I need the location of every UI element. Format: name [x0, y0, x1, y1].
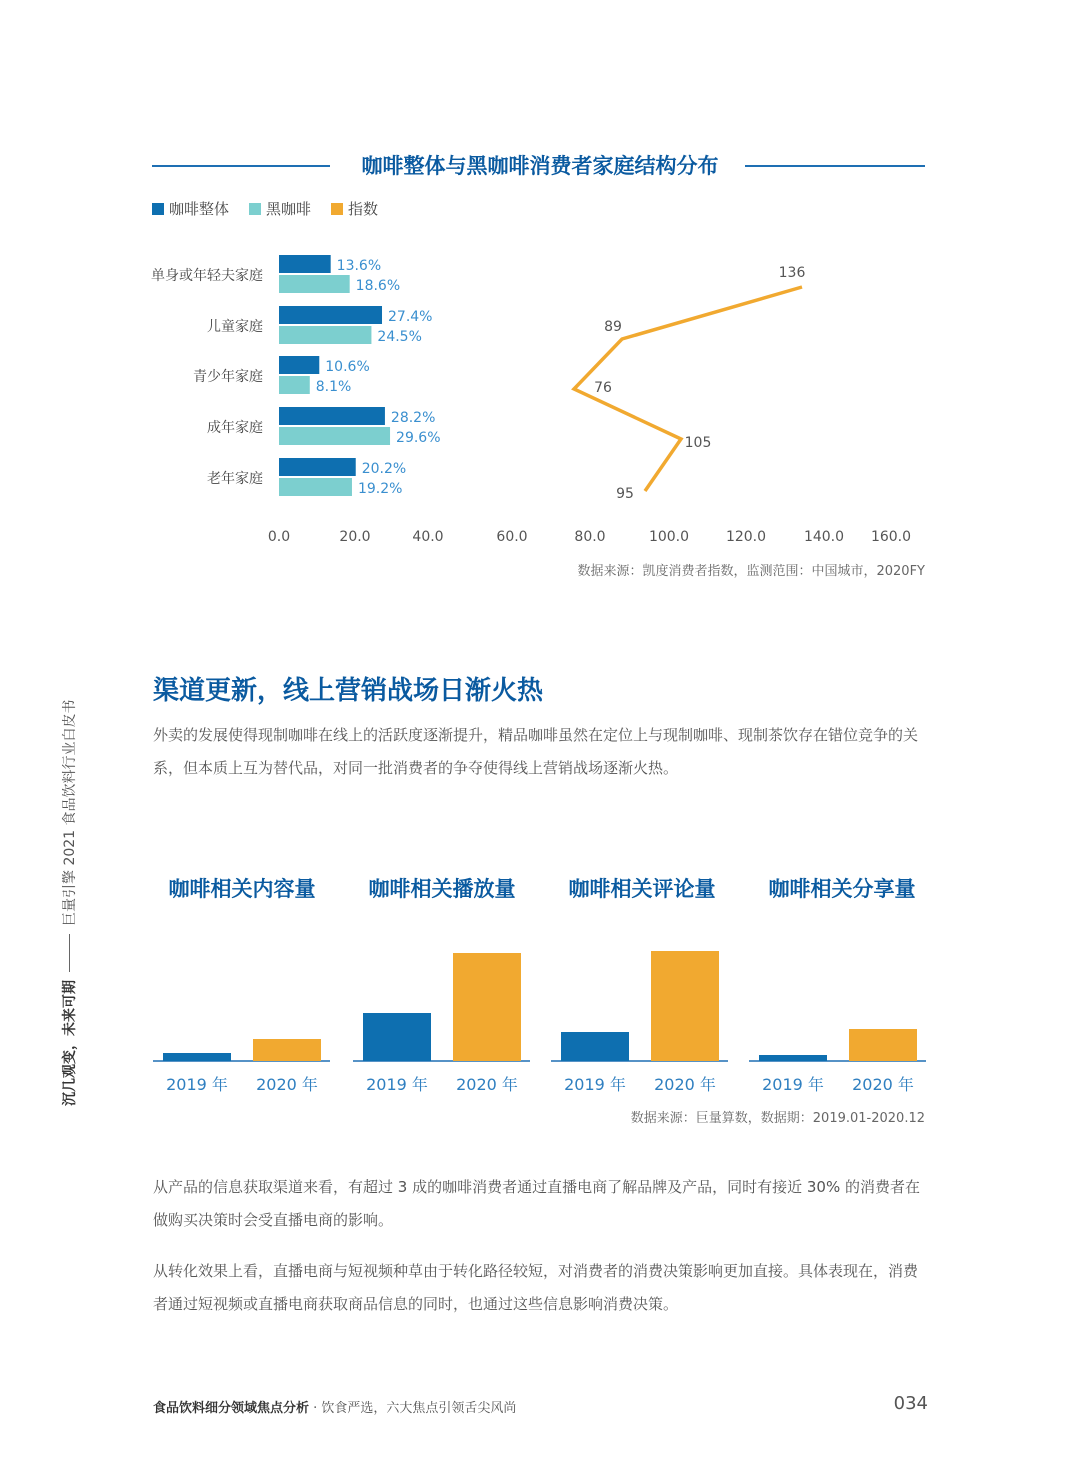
chart1-source: 数据来源：凯度消费者指数，监测范围：中国城市，2020FY: [577, 564, 925, 579]
coffee-metrics-chart: [0, 930, 1080, 1105]
footer-separator: ·: [309, 1401, 322, 1416]
sidebar-text: 巨量引擎 2021 食品饮料行业白皮书: [62, 699, 78, 926]
bar: [279, 255, 331, 273]
bar: [279, 376, 310, 394]
bar: [279, 407, 385, 425]
bar: [279, 275, 350, 293]
category-label: 青少年家庭: [193, 369, 263, 385]
footer-bold: 食品饮料细分领域焦点分析: [153, 1401, 310, 1416]
x-tick-label: 80.0: [574, 529, 606, 545]
index-value-label: 136: [778, 265, 806, 281]
year-label: 2019 年: [366, 1075, 428, 1094]
category-label: 成年家庭: [207, 420, 263, 436]
index-value-label: 89: [604, 319, 622, 335]
bar-value-label: 19.2%: [357, 481, 403, 497]
bar: [279, 478, 352, 496]
year-label: 2020 年: [852, 1075, 914, 1094]
legend-label: 咖啡整体: [169, 200, 230, 218]
category-label: 单身或年轻夫家庭: [151, 268, 263, 284]
category-label: 儿童家庭: [207, 319, 263, 335]
year-label: 2019 年: [762, 1075, 824, 1094]
section-title: 渠道更新，线上营销战场日渐火热: [153, 676, 544, 706]
section-paragraph-3: 从转化效果上看，直播电商与短视频种草由于转化路径较短，对消费者的消费决策影响更加直接。具体表现在，消费者通过短视频或直播电商获取商品信息的同时，也通过这些信息影响消费决策。: [153, 1262, 919, 1313]
x-tick-label: 140.0: [803, 529, 845, 545]
bar-value-label: 29.6%: [396, 430, 441, 446]
bar-value-label: 24.5%: [377, 329, 422, 345]
bar: [651, 951, 719, 1061]
bar-value-label: 13.6%: [336, 258, 382, 274]
x-tick-label: 60.0: [496, 529, 528, 545]
metric-title-plays: 咖啡相关播放量: [368, 877, 516, 901]
index-value-label: 95: [616, 486, 634, 502]
legend-label: 黑咖啡: [266, 200, 312, 218]
household-structure-chart: [0, 0, 1080, 560]
chart1-title: 咖啡整体与黑咖啡消费者家庭结构分布: [361, 154, 719, 178]
bar: [279, 458, 356, 476]
metric-title-shares: 咖啡相关分享量: [768, 877, 916, 901]
section-paragraph-2: 从产品的信息获取渠道来看，有超过 3 成的咖啡消费者通过直播电商了解品牌及产品，同时有接近 30% 的消费者在做购买决策时会受直播电商的影响。: [153, 1178, 920, 1229]
legend-label: 指数: [348, 200, 379, 218]
bar: [253, 1039, 321, 1061]
year-label: 2020 年: [654, 1075, 716, 1094]
footer-text: 饮食严选，六大焦点引领舌尖风尚: [321, 1401, 517, 1416]
x-tick-label: 160.0: [870, 529, 912, 545]
bar-value-label: 10.6%: [325, 359, 370, 375]
x-tick-label: 40.0: [412, 529, 444, 545]
x-tick-label: 0.0: [267, 529, 291, 545]
metric-title-content: 咖啡相关内容量: [168, 877, 316, 901]
bar-value-label: 27.4%: [388, 309, 433, 325]
category-label: 老年家庭: [207, 471, 263, 487]
year-label: 2019 年: [564, 1075, 626, 1094]
year-label: 2020 年: [456, 1075, 518, 1094]
bar-value-label: 28.2%: [390, 410, 436, 426]
metric-title-comments: 咖啡相关评论量: [568, 877, 716, 901]
bar: [561, 1032, 629, 1061]
bar: [163, 1053, 231, 1061]
bar: [363, 1013, 431, 1061]
x-tick-label: 120.0: [725, 529, 767, 545]
bar: [279, 326, 371, 344]
section-paragraph-1: 外卖的发展使得现制咖啡在线上的活跃度逐渐提升，精品咖啡虽然在定位上与现制咖啡、现制茶饮存在错位竞争的关系，但本质上互为替代品，对同一批消费者的争夺使得线上营销战场逐渐火热。: [153, 726, 919, 777]
year-label: 2019 年: [166, 1075, 228, 1094]
x-tick-label: 20.0: [339, 529, 371, 545]
year-label: 2020 年: [256, 1075, 318, 1094]
x-tick-label: 100.0: [648, 529, 690, 545]
index-value-label: 76: [594, 380, 612, 396]
bar: [453, 953, 521, 1061]
chart2-source: 数据来源：巨量算数，数据期：2019.01-2020.12: [630, 1111, 925, 1126]
bar-value-label: 20.2%: [361, 461, 407, 477]
page-number: 034: [893, 1393, 928, 1414]
footer-caption: [153, 1397, 516, 1416]
bar: [279, 306, 382, 324]
bar: [849, 1029, 917, 1061]
bar: [279, 427, 390, 445]
bar: [279, 356, 319, 374]
sidebar-bold-text: 沉几观变，未来可期: [62, 980, 78, 1106]
bar-value-label: 18.6%: [355, 278, 401, 294]
bar: [759, 1055, 827, 1061]
index-value-label: 105: [684, 435, 712, 451]
bar-value-label: 8.1%: [315, 379, 352, 395]
